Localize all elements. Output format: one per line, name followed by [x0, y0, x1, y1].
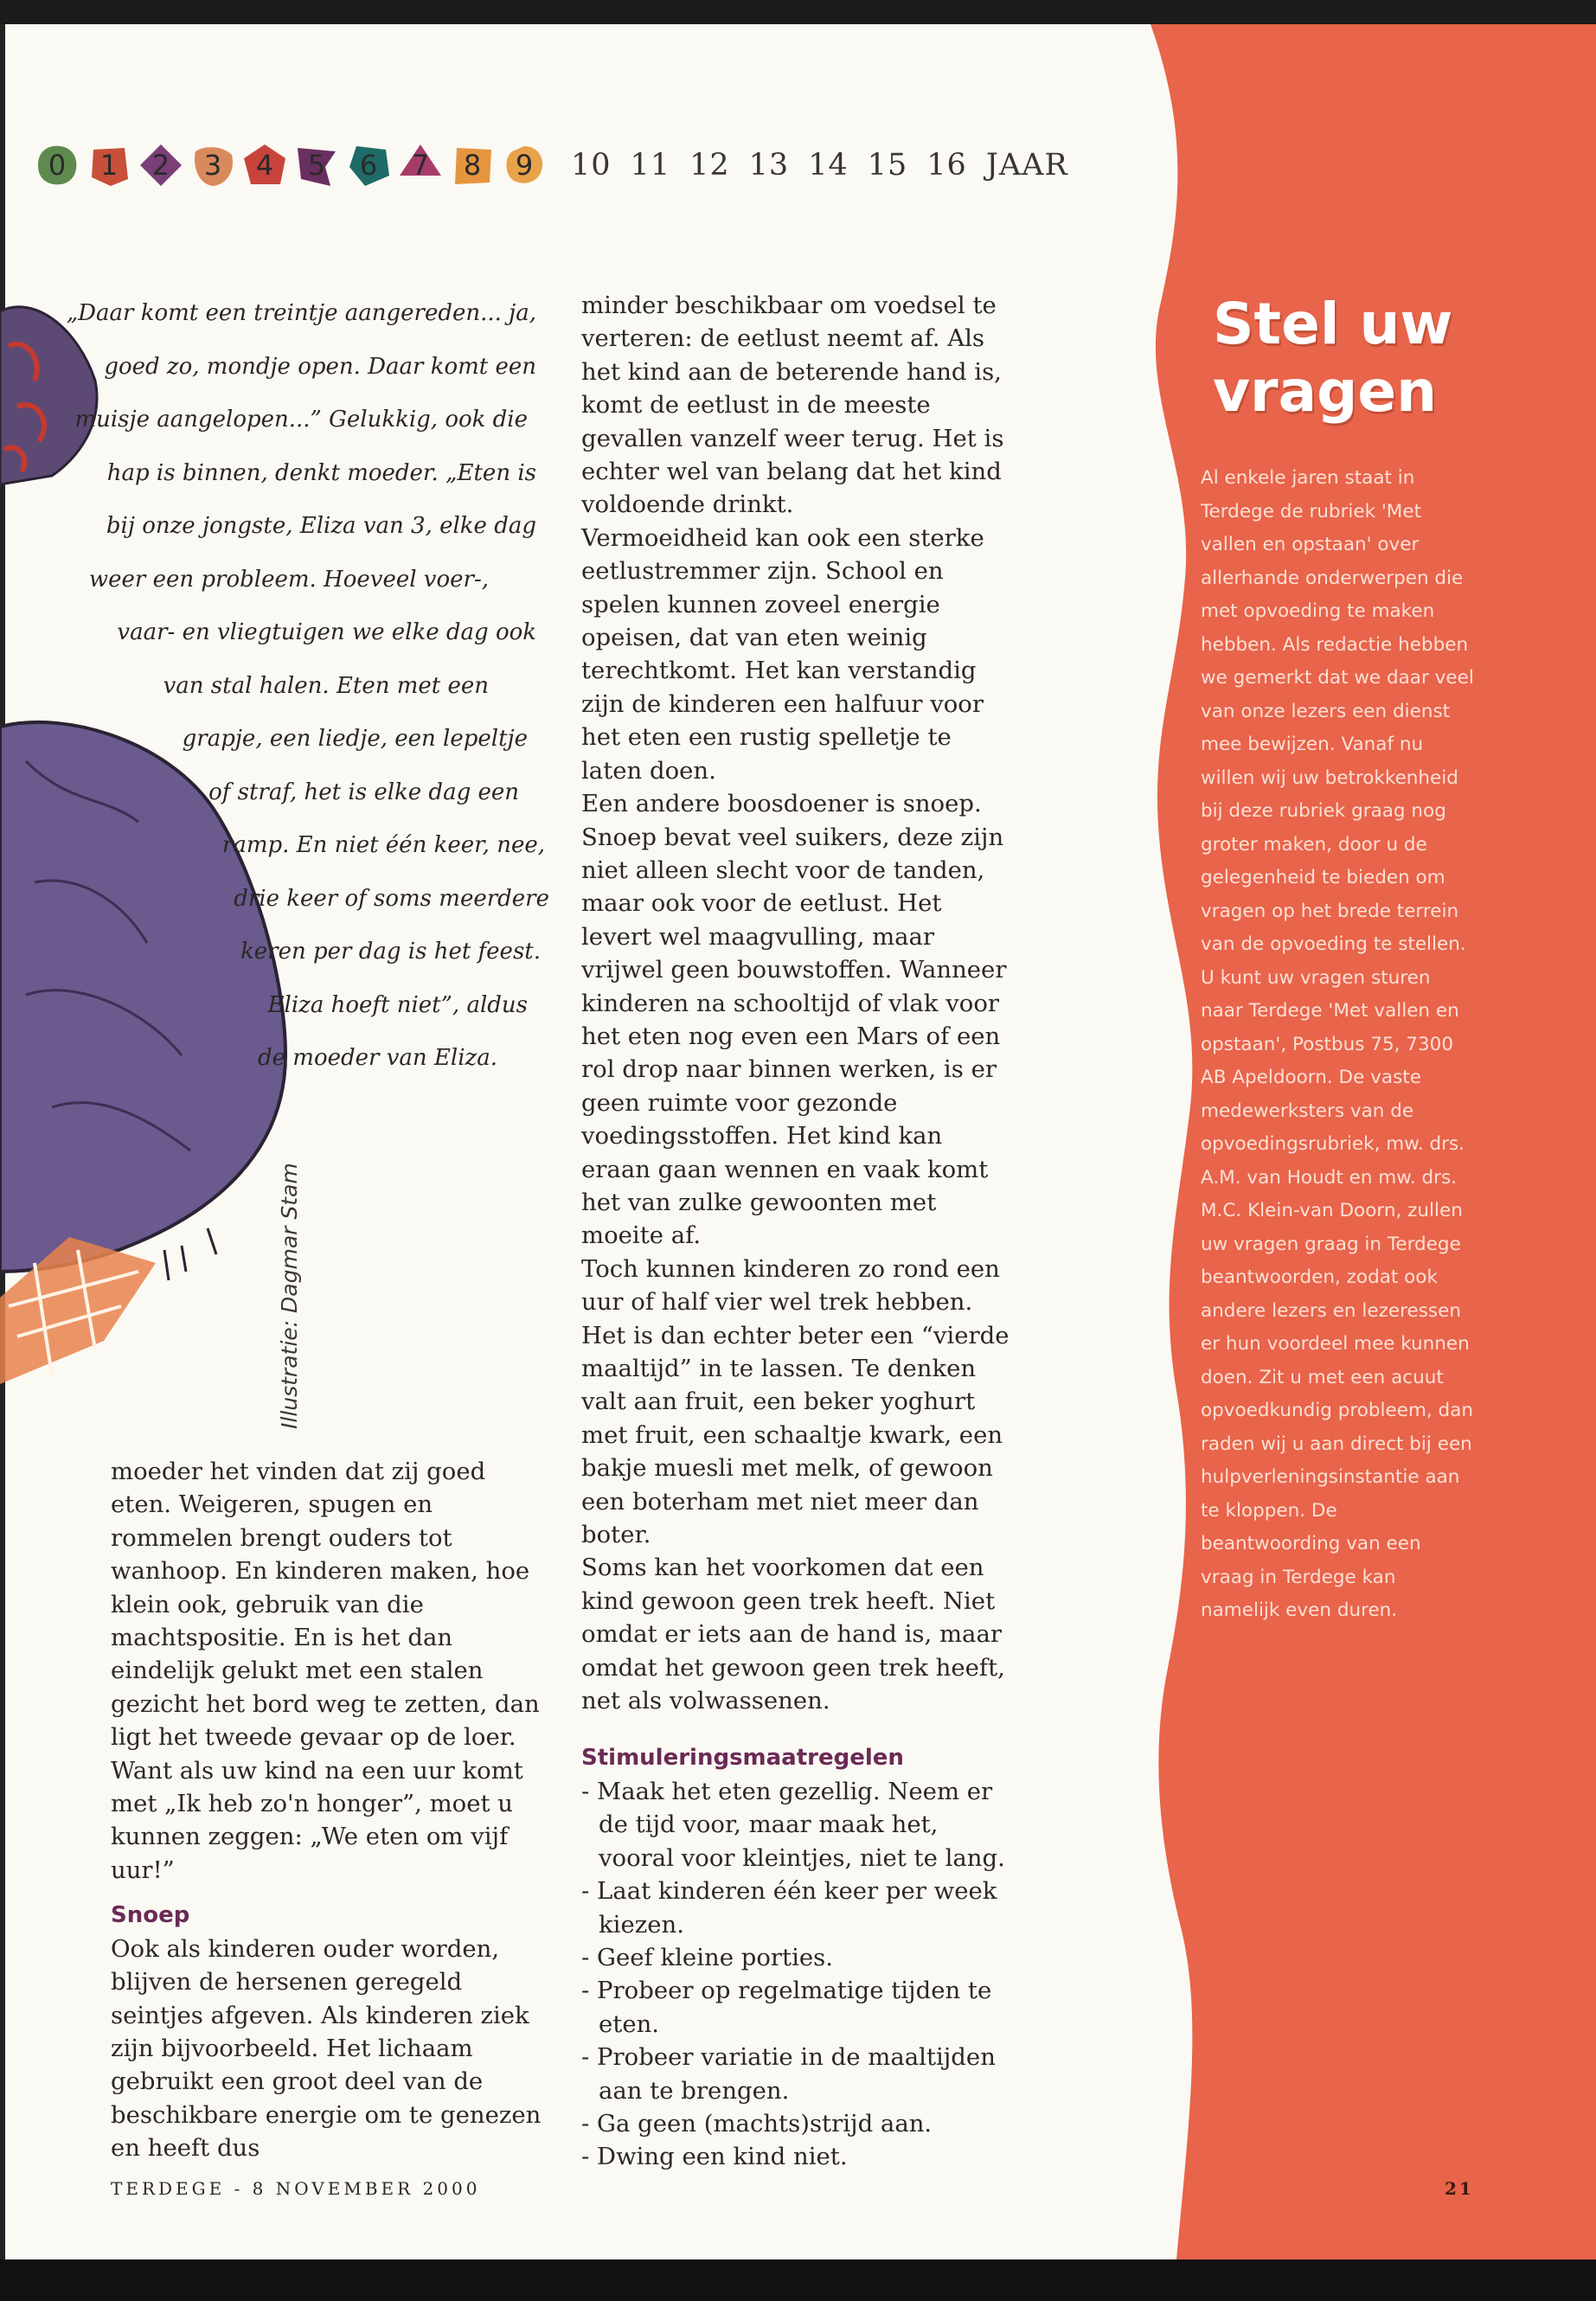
age-marker-label: 6 [359, 149, 378, 182]
age-marker-label: 4 [255, 149, 274, 182]
age-label-14: 14 [808, 148, 849, 183]
age-label-10: 10 [571, 148, 612, 183]
intro-line: keren per dag is het feest. [240, 939, 541, 965]
age-marker-3 [189, 141, 237, 189]
age-label-11: 11 [630, 148, 671, 183]
mid-paragraph-5: Soms kan het voorkomen dat een kind gewoon geen trek heeft. Niet omdat er iets aan de hand is, maar omdat het gewoon geen trek heeft, net als volwassenen. [581, 1554, 1005, 1715]
list-item: - Probeer variatie in de maaltijden aan te brengen. [581, 2043, 996, 2105]
age-marker-label: 3 [203, 149, 222, 182]
age-marker-7 [396, 141, 445, 189]
age-marker-label: 1 [99, 149, 119, 182]
age-marker-4 [240, 141, 289, 189]
age-marker-0 [33, 141, 81, 189]
list-item: - Ga geen (machts)strijd aan. [581, 2109, 933, 2138]
age-marker-label: 7 [411, 149, 430, 182]
intro-line: grapje, een liedje, een lepeltje [182, 726, 528, 752]
intro-line: „Daar komt een treintje aangereden... ja, [66, 300, 536, 326]
left-paragraph-2: Ook als kinderen ouder worden, blijven de hersenen geregeld seintjes afgeven. Als kinderen ziek zijn bijvoorbeeld. Het lichaam gebruikt een groot deel van de beschikbare energie om te genezen en heeft dus [111, 1934, 542, 2163]
intro-line: vaar- en vliegtuigen we elke dag ook [117, 619, 536, 645]
scan-top-border [0, 0, 1596, 24]
left-paragraph-1: moeder het vinden dat zij goed eten. Weigeren, spugen en rommelen brengt ouders tot wanhoop. En kinderen maken, hoe klein ook, gebruik van die machtspositie. En is het dan eindelijk gelukt met een stalen gezicht het bord weg te zetten, dan ligt het tweede gevaar op de loer. Want als uw kind na een uur komt met „Ik heb zo'n honger”, moet u kunnen zeggen: „We eten om vijf uur!” [111, 1458, 540, 1884]
stimulation-list [581, 1775, 1014, 2174]
list-item: - Probeer op regelmatige tijden te eten. [581, 1977, 992, 2038]
list-item: - Geef kleine porties. [581, 1943, 834, 1971]
age-marker-label: 0 [48, 149, 67, 182]
intro-quote [0, 287, 554, 1086]
sidebar-title: Stel uw vragen [1213, 291, 1453, 425]
intro-line: Eliza hoeft niet”, aldus [267, 991, 528, 1018]
intro-line: bij onze jongste, Eliza van 3, elke dag [106, 513, 536, 539]
left-column [111, 1455, 543, 2165]
page-number: 21 [1445, 2178, 1474, 2199]
age-marker-8 [448, 141, 497, 189]
mid-paragraph-2: Vermoeidheid kan ook een sterke eetlustremmer zijn. School en spelen kunnen zoveel energie opeisen, dat van eten weinig terechtkomt. Het kan verstandig zijn de kinderen een halfuur voor het eten een rustig spelletje te laten doen. [581, 523, 984, 785]
middle-column [581, 289, 1014, 2174]
age-marker-5 [292, 141, 341, 189]
age-label-15: 15 [867, 148, 908, 183]
intro-line: goed zo, mondje open. Daar komt een [104, 353, 536, 380]
scan-bottom-border [0, 2259, 1596, 2301]
age-marker-2 [137, 141, 185, 189]
mid-paragraph-1: minder beschikbaar om voedsel te verteren: de eetlust neemt af. Als het kind aan de beterende hand is, komt de eetlust in de meeste gevallen vanzelf weer terug. Het is echter wel van belang dat het kind voldoende drinkt. [581, 292, 1004, 519]
intro-line: of straf, het is elke dag een [208, 779, 519, 805]
intro-line: weer een probleem. Hoeveel voer-, [88, 566, 489, 593]
age-marker-label: 8 [463, 149, 482, 182]
age-marker-label: 2 [151, 149, 170, 182]
age-marker-label: 5 [307, 149, 326, 182]
age-label-13: 13 [748, 148, 790, 183]
age-marker-label: 9 [515, 149, 534, 182]
age-marker-1 [85, 141, 133, 189]
age-label-jaar: JAAR [985, 148, 1068, 183]
intro-line: ramp. En niet één keer, nee, [221, 832, 545, 858]
age-scale [33, 135, 1068, 195]
list-item: - Laat kinderen één keer per week kiezen. [581, 1877, 997, 1939]
illustration-credit: Illustratie: Dagmar Stam [277, 1163, 302, 1429]
intro-line: van stal halen. Eten met een [163, 672, 489, 699]
list-item: - Dwing een kind niet. [581, 2143, 848, 2171]
intro-line: hap is binnen, denkt moeder. „Eten is [106, 459, 536, 486]
age-marker-9 [500, 141, 548, 189]
sidebar-body: Al enkele jaren staat in Terdege de rubriek 'Met vallen en opstaan' over allerhande onderwerpen die met opvoeding te maken hebben. Als redactie hebben we gemerkt dat we daar veel van onze lezers een dienst mee bewijzen. Vanaf nu willen wij uw betrokkenheid bij deze rubriek graag nog groter maken, door u de gelegenheid te bieden om vragen op het brede terrein van de opvoeding te stellen. U kunt uw vragen sturen naar Terdege 'Met vallen en opstaan', Postbus 75, 7300 AB Apeldoorn. De vaste medewerksters van de opvoedingsrubriek, mw. drs. A.M. van Houdt en mw. drs. M.C. Klein-van Doorn, zullen uw vragen graag in Terdege beantwoorden, zodat ook andere lezers en lezeressen er hun voordeel mee kunnen doen. Zit u met een acuut opvoedkundig probleem, dan raden wij u aan direct bij een hulpverleningsinstantie aan te kloppen. De beantwoording van een vraag in Terdege kan namelijk even duren. [1201, 467, 1474, 1621]
intro-line: de moeder van Eliza. [258, 1045, 497, 1071]
intro-line: drie keer of soms meerdere [234, 885, 549, 912]
snoep-heading: Snoep [111, 1902, 190, 1929]
mid-paragraph-3: Een andere boosdoener is snoep. Snoep bevat veel suikers, deze zijn niet alleen slecht voor de tanden, maar ook voor de eetlust. Het levert wel maagvulling, maar vrijwel geen bouwstoffen. Wanneer kinderen na schooltijd of vlak voor het eten nog even een Mars of een rol drop naar binnen werken, is er geen ruimte voor gezonde voedingsstoffen. Het kind kan eraan gaan wennen en vaak komt het van zulke gewoonten met moeite af. [581, 790, 1007, 1250]
stimulation-heading: Stimuleringsmaatregelen [581, 1745, 904, 1772]
age-label-12: 12 [689, 148, 730, 183]
age-marker-6 [344, 141, 393, 189]
intro-line: muisje aangelopen...” Gelukkig, ook die [74, 407, 528, 433]
age-label-16: 16 [926, 148, 967, 183]
footer-publication: TERDEGE - 8 NOVEMBER 2000 [111, 2178, 481, 2199]
list-item: - Maak het eten gezellig. Neem er de tijd voor, maar maak het, vooral voor kleintjes, niet te lang. [581, 1777, 1005, 1872]
mid-paragraph-4: Toch kunnen kinderen zo rond een uur of half vier wel trek hebben. Het is dan echter beter een “vierde maaltijd” in te lassen. Te denken valt aan fruit, een beker yoghurt met fruit, een schaaltje kwark, een bakje muesli met melk, of gewoon een boterham met niet meer dan boter. [581, 1254, 1010, 1549]
